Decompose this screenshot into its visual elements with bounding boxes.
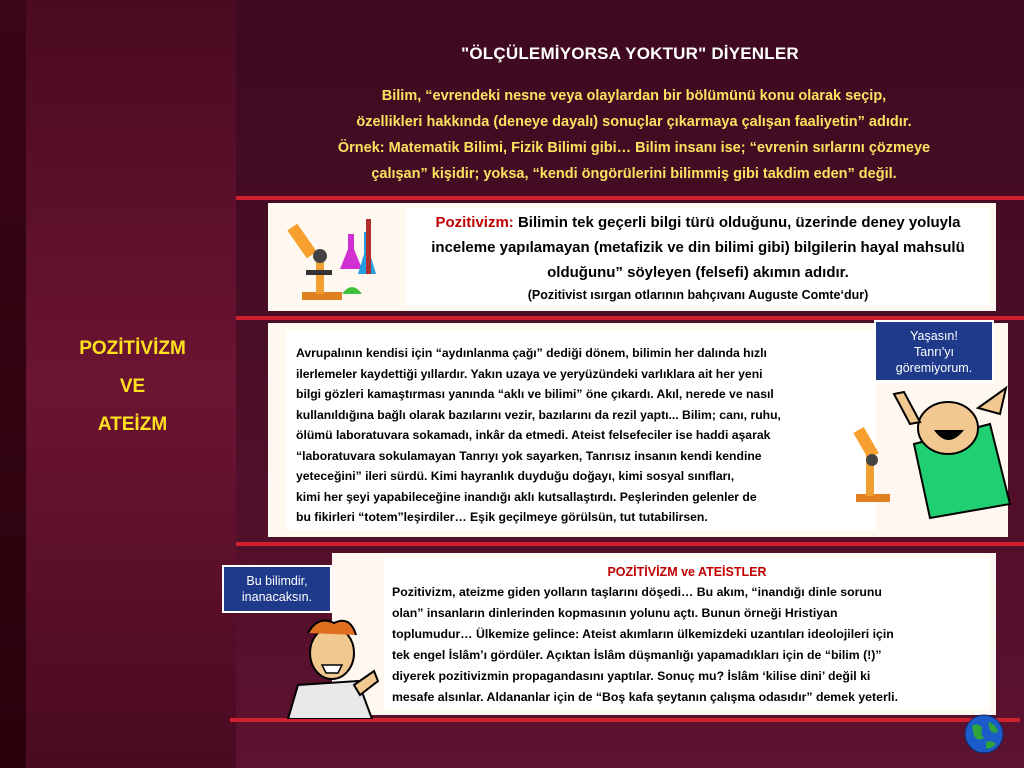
callout-line: Yaşasın! <box>910 329 958 343</box>
intro-line: Bilim, “evrendeki nesne veya olaylardan bir bölümünü konu olarak seçip, <box>381 88 887 104</box>
positivism-text: Bilimin tek geçerli bilgi türü olduğunu, üzerinde deney yoluyla inceleme yapılamayan (metafizik ve din bilimi gibi) bilgilerin hayal mahsulü olduğunu” söyleyen (felsefi) akımın adıdır. <box>431 214 965 281</box>
paragraph-line: kimi her şeyi yapabileceğine inandığı aklı kutsallaştırdı. Peşlerinden gelenler de <box>296 489 757 504</box>
left-band <box>0 0 26 768</box>
side-title <box>40 330 225 444</box>
paragraph-line: “laboratuvara sokulamayan Tanrıyı yok sayarken, Tanrısız insanın kendi kendine <box>296 448 762 463</box>
paragraph-line: bu fikirleri “totem”leşirdiler… Eşik geçilmeye görülsün, tut tutabilirsen. <box>296 510 708 524</box>
intro-line: çalışan” kişidir; yoksa, “kendi öngörülerini bilimmiş gibi takdim eden” değil. <box>371 166 897 182</box>
angry-scientist-illustration <box>278 615 382 719</box>
left-speech-callout <box>222 565 332 613</box>
globe-icon[interactable] <box>964 714 1004 754</box>
comte-note: (Pozitivist ısırgan otlarının bahçıvanı Auguste Comte‘dur) <box>527 288 869 302</box>
paragraph-line: diyerek pozitivizmin propagandasını yaptılar. Sonuç mu? İslâm ‘kilise dini’ değil ki <box>392 669 871 683</box>
paragraph-line: bilgi gözleri kamaştırması yanında “aklı ve bilimi” öne çıkardı. Akıl, nerede ve nasıl <box>296 387 774 401</box>
callout-line: göremiyorum. <box>895 361 973 375</box>
side-title-line: VE <box>119 376 146 397</box>
intro-text <box>250 83 1018 187</box>
atheists-text <box>392 582 984 708</box>
slide-title: "ÖLÇÜLEMİYORSA YOKTUR" DİYENLER <box>461 44 799 63</box>
separator-line <box>236 542 1024 546</box>
paragraph-line: ölümü laboratuvara sokamadı, inkâr da etmedi. Ateist felsefeciler ise haddi aşarak <box>296 428 771 442</box>
callout-line: Tanrı'yı <box>914 345 954 359</box>
side-title-line: ATEİZM <box>97 414 168 435</box>
microscope-flasks-illustration <box>282 214 382 304</box>
paragraph-line: ilerlemeler kaydettiği yıllardır. Yakın uzaya ve yeryüzündeki varlıklara ait her yeni <box>296 366 763 381</box>
paragraph-line: olan” insanların dinlerinden kopmasının yolunu açtı. Bunun örneği Hristiyan <box>392 606 838 620</box>
side-title-line: POZİTİVİZM <box>79 338 186 359</box>
atheists-heading: POZİTİVİZM ve ATEİSTLER <box>607 565 767 579</box>
paragraph-line: yeteceğini” ileri sürdü. Kimi hayranlık duyduğu doğayı, kimi sosyal sınıfları, <box>296 469 735 483</box>
intro-line: özellikleri hakkında (deneye dayalı) sonuçlar çıkarmaya çalışan faaliyetin” adıdır. <box>356 114 912 130</box>
callout-line: Bu bilimdir, <box>246 574 308 588</box>
cheering-scientist-illustration <box>850 384 1020 534</box>
paragraph-line: Avrupalının kendisi için “aydınlanma çağı” dediği dönem, bilimin her dalında hızlı <box>296 346 767 360</box>
paragraph-line: tek engel İslâm’ı gördüler. Açıktan İslâm düşmanlığı yapamadıkları için de “bilim (!)” <box>392 648 882 662</box>
paragraph-line: toplumudur… Ülkemize gelince: Ateist akımların ülkemizdeki uzantıları ideolojileri için <box>392 627 894 641</box>
right-speech-callout <box>874 320 994 382</box>
separator-line <box>236 196 1024 200</box>
paragraph-line: mesafe alsınlar. Aldananlar için de “Boş kafa şeytanın çalışma odasıdır” demek yeterli. <box>392 690 898 704</box>
paragraph-line: kullanıldığına bağlı olarak bazılarını vezir, bazılarını da rezil yaptı... Bilim; canı, ruhu, <box>296 407 781 422</box>
positivism-label: Pozitivizm: <box>435 214 514 231</box>
positivism-definition <box>408 210 988 305</box>
paragraph-line: Pozitivizm, ateizme giden yolların taşlarını döşedi… Bu akım, “inandığı dinle sorunu <box>392 585 882 599</box>
enlightenment-text <box>296 343 866 528</box>
intro-line: Örnek: Matematik Bilimi, Fizik Bilimi gibi… Bilim insanı ise; “evrenin sırlarını çözmeye <box>337 140 931 156</box>
callout-line: inanacaksın. <box>241 590 313 604</box>
